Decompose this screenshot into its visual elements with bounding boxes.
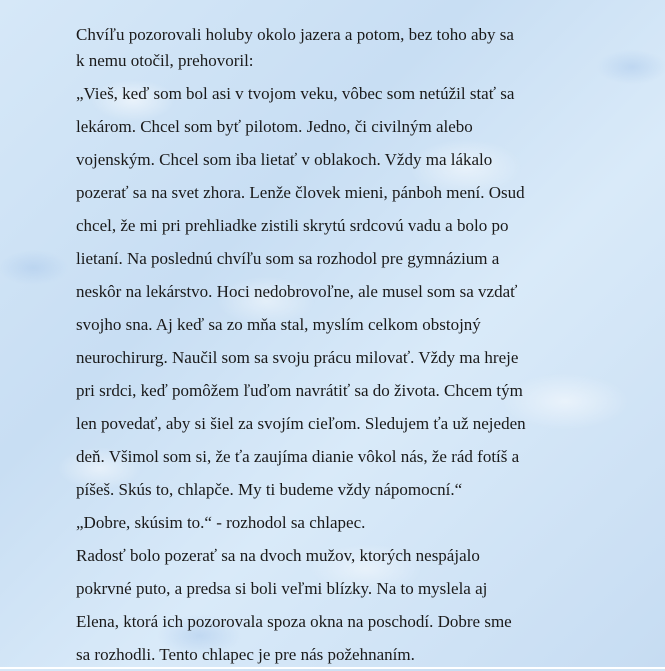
text-line: „Vieš, keď som bol asi v tvojom veku, vôbec som netúžil stať sa	[76, 84, 515, 103]
text-line: Elena, ktorá ich pozorovala spoza okna na poschodí. Dobre sme	[76, 612, 512, 631]
text-line: píšeš. Skús to, chlapče. My ti budeme vždy nápomocní.“	[76, 480, 463, 499]
text-line: len povedať, aby si šiel za svojím cieľom. Sledujem ťa už nejeden	[76, 414, 526, 433]
text-line: vojenským. Chcel som iba lietať v oblakoch. Vždy ma lákalo	[76, 150, 493, 169]
text-line: Radosť bolo pozerať sa na dvoch mužov, ktorých nespájalo	[76, 546, 480, 565]
text-line: chcel, že mi pri prehliadke zistili skrytú srdcovú vadu a bolo po	[76, 216, 509, 235]
text-line: pri srdci, keď pomôžem ľuďom navrátiť sa do života. Chcem tým	[76, 381, 523, 400]
text-line: lietaní. Na poslednú chvíľu som sa rozhodol pre gymnázium a	[76, 249, 500, 268]
text-line: neurochirurg. Naučil som sa svoju prácu milovať. Vždy ma hreje	[76, 348, 519, 367]
text-line: Chvíľu pozorovali holuby okolo jazera a potom, bez toho aby sa	[76, 25, 514, 44]
text-line: pozerať sa na svet zhora. Lenže človek mieni, pánboh mení. Osud	[76, 183, 525, 202]
text-line: „Dobre, skúsim to.“ - rozhodol sa chlapec.	[76, 513, 366, 532]
text-line: pokrvné puto, a predsa si boli veľmi blízky. Na to myslela aj	[76, 579, 488, 598]
text-line: neskôr na lekárstvo. Hoci nedobrovoľne, ale musel som sa vzdať	[76, 282, 518, 301]
text-line: svojho sna. Aj keď sa zo mňa stal, myslím celkom obstojný	[76, 315, 481, 334]
story-text	[76, 18, 596, 671]
text-line: k nemu otočil, prehovoril:	[76, 51, 254, 70]
text-line: deň. Všimol som si, že ťa zaujíma dianie vôkol nás, že rád fotíš a	[76, 447, 520, 466]
text-line: lekárom. Chcel som byť pilotom. Jedno, či civilným alebo	[76, 117, 473, 136]
text-line: sa rozhodli. Tento chlapec je pre nás požehnaním.	[76, 645, 415, 664]
